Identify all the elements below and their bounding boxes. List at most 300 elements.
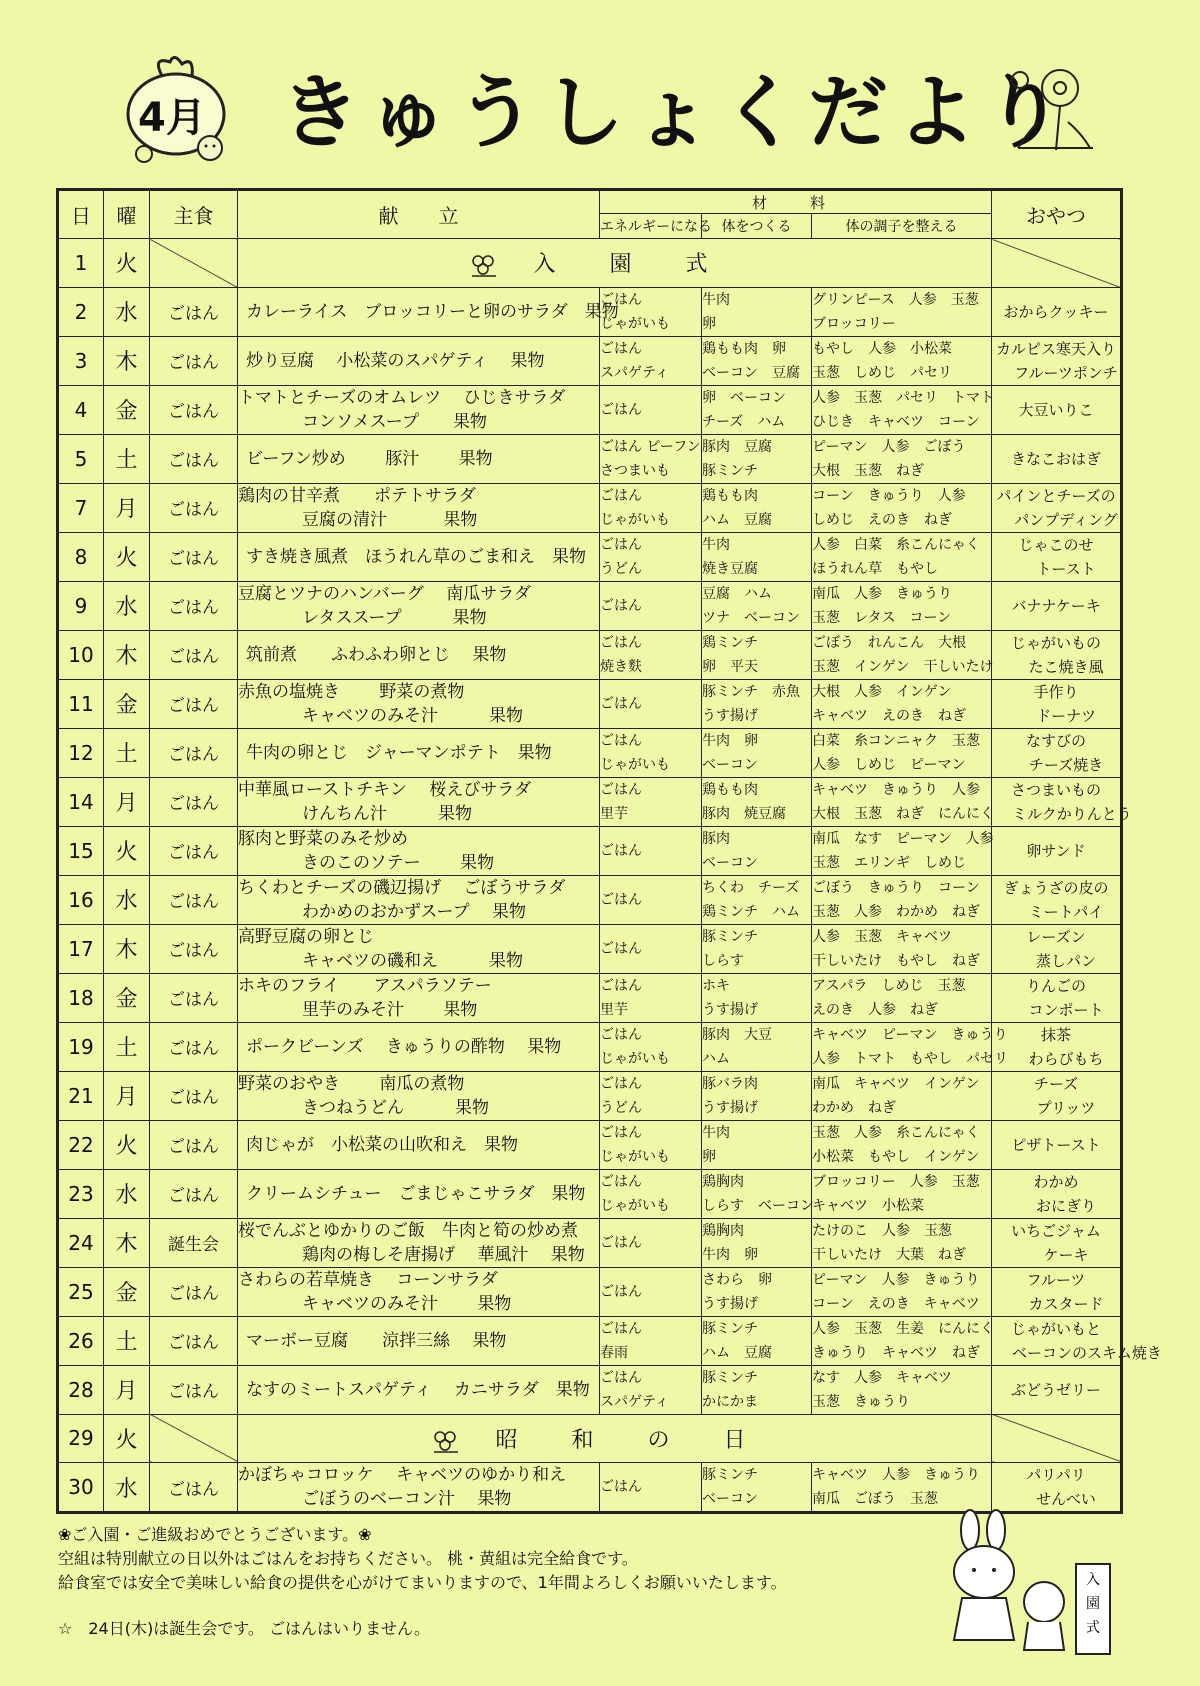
snack-cell [992, 385, 1122, 434]
cell-line: けんちん汁 果物 [302, 803, 472, 824]
body-cell [702, 1022, 812, 1071]
weekday-cell: 水 [104, 875, 150, 924]
day-cell: 10 [58, 630, 104, 679]
weekday-cell: 土 [104, 728, 150, 777]
menu-cell [238, 1365, 600, 1414]
cell-line: なすのミートスパゲティ カニサラダ 果物 [246, 1379, 590, 1400]
cell-line: たけのこ 人参 玉葱 [812, 1222, 952, 1239]
weekday-cell: 月 [104, 777, 150, 826]
note-rice: 空組は特別献立の日以外はごはんをお持ちください。 桃・黄組は完全給食です。 [58, 1549, 638, 1568]
weekday-cell: 木 [104, 336, 150, 385]
cell-line: 大根 玉葱 ねぎ にんにく [812, 805, 994, 822]
cell-line: わかめ [1033, 1172, 1079, 1191]
cell-line: ハム [702, 1050, 730, 1067]
energy-cell [600, 679, 702, 728]
weekday-cell: 火 [104, 532, 150, 581]
cell-line: ツナ ベーコン [702, 609, 800, 626]
cell-line: 里芋のみそ汁 果物 [302, 999, 478, 1020]
cell-line: パンプディング [1014, 510, 1118, 529]
day-cell: 28 [58, 1365, 104, 1414]
cell-line: りんごの [1026, 976, 1087, 995]
cell-line: コーン きゅうり 人参 [812, 487, 966, 504]
cell-line: 玉葱 しめじ パセリ [812, 364, 952, 381]
menu-cell [238, 1120, 600, 1169]
cell-line: ミルクかりんとう [1012, 804, 1132, 823]
cell-line: プリッツ [1036, 1098, 1096, 1117]
cell-line: 豚ミンチ [702, 1369, 758, 1386]
cell-line: おにぎり [1036, 1196, 1097, 1215]
snack-cell [992, 777, 1132, 826]
energy-cell [600, 532, 702, 581]
snack-cell-empty [992, 239, 1122, 288]
energy-cell [600, 1120, 702, 1169]
cell-line: ごはん [600, 1234, 642, 1251]
cell-line: ブロッコリー 人参 玉葱 [812, 1173, 980, 1190]
snack-cell [992, 1463, 1122, 1513]
day-cell: 8 [58, 532, 104, 581]
cell-line: じゃがいも [600, 511, 670, 528]
energy-cell [600, 434, 702, 483]
day-cell: 23 [58, 1169, 104, 1218]
cell-line: キャベツのみそ汁 果物 [302, 705, 523, 726]
sign-char-3: 式 [1086, 1620, 1100, 1636]
body-cell [702, 336, 812, 385]
cell-line: 鶏肉の甘辛煮 ポテトサラダ [238, 485, 476, 506]
table-row [58, 336, 1122, 385]
weekday-cell: 月 [104, 1365, 150, 1414]
table-row [58, 875, 1122, 924]
condition-cell [812, 1218, 992, 1267]
body-cell [702, 875, 812, 924]
cell-line: もやし 人参 小松菜 [812, 340, 952, 357]
cell-line: ごはん [600, 487, 642, 504]
menu-cell [238, 532, 600, 581]
weekday-cell: 木 [104, 630, 150, 679]
cell-line: トースト [1036, 559, 1096, 578]
condition-cell [812, 336, 992, 385]
staple-cell: ごはん [150, 532, 238, 581]
snack-cell [992, 1267, 1122, 1316]
staple-cell: ごはん [150, 385, 238, 434]
body-cell [702, 826, 812, 875]
energy-cell [600, 385, 702, 434]
cell-line: フルーツ [1026, 1270, 1086, 1289]
snack-cell [992, 924, 1122, 973]
cell-line: うす揚げ [702, 1099, 758, 1116]
cell-line: 豚肉 [702, 830, 730, 847]
cell-line: ごはん [600, 977, 642, 994]
cell-line: カスタード [1028, 1294, 1104, 1313]
cell-line: 豆腐の清汁 果物 [302, 509, 478, 530]
cell-line: うす揚げ [702, 707, 758, 724]
energy-cell [600, 630, 702, 679]
day-cell: 17 [58, 924, 104, 973]
energy-cell [600, 483, 702, 532]
condition-cell [812, 1365, 992, 1414]
flower-icon [998, 62, 1098, 152]
condition-cell [812, 728, 992, 777]
cell-line: チーズ [1033, 1074, 1079, 1093]
condition-cell [812, 630, 992, 679]
cell-line: ひじき キャベツ コーン [812, 413, 980, 430]
cell-line: ブロッコリー [812, 315, 896, 332]
cell-line: わらびもち [1028, 1049, 1104, 1068]
staple-cell: ごはん [150, 1120, 238, 1169]
weekday-cell: 水 [104, 581, 150, 630]
staple-cell: ごはん [150, 924, 238, 973]
cell-line: スパゲティ [600, 1393, 669, 1410]
cell-line: ベーコン [702, 756, 758, 773]
staple-cell: ごはん [150, 973, 238, 1022]
condition-cell [812, 532, 992, 581]
header-weekday: 曜 [104, 190, 150, 239]
condition-cell [812, 581, 992, 630]
condition-cell [812, 1169, 992, 1218]
flower-icon [468, 252, 500, 278]
cell-line: チーズ焼き [1028, 755, 1104, 774]
menu-cell [238, 826, 600, 875]
event-label: 入園式 [533, 252, 762, 278]
cell-line: 肉じゃが 小松菜の山吹和え 果物 [246, 1134, 518, 1155]
cell-line: ごぼう れんこん 大根 [812, 634, 966, 651]
cell-line: すき焼き風煮 ほうれん草のごま和え 果物 [246, 546, 586, 567]
bunny-icon [944, 1510, 1120, 1660]
table-row [58, 1071, 1122, 1120]
cell-line: 玉葱 レタス コーン [812, 609, 952, 626]
cell-line: ぶどうゼリー [1011, 1380, 1102, 1399]
cell-line: じゃがいも [600, 1148, 670, 1165]
cell-line: ぎょうざの皮の [1003, 878, 1109, 897]
menu-cell [238, 1316, 600, 1365]
header-menu: 献 立 [238, 190, 600, 239]
day-cell: 25 [58, 1267, 104, 1316]
table-row [58, 1120, 1122, 1169]
header-day: 日 [58, 190, 104, 239]
cell-line: ごはん [600, 891, 642, 908]
note-kitchen: 給食室では安全で美味しい給食の提供を心がけてまいりますので、1年間よろしくお願いいたします。 [58, 1573, 787, 1592]
cell-line: たこ焼き風 [1028, 657, 1104, 676]
header-snack: おやつ [992, 190, 1122, 239]
menu-cell [238, 630, 600, 679]
note-greeting: ❀ご入園・ご進級おめでとうございます。❀ [58, 1525, 372, 1544]
cell-line: じゃがいもの [1011, 633, 1102, 652]
menu-cell [238, 336, 600, 385]
cell-line: ごはん [600, 1369, 642, 1386]
cell-line: レーズン [1026, 927, 1086, 946]
cell-line: 豚肉 大豆 [702, 1026, 772, 1043]
cell-line: ごぼう きゅうり コーン [812, 879, 980, 896]
event-cell [238, 239, 992, 288]
day-cell: 7 [58, 483, 104, 532]
cell-line: 豚ミンチ [702, 1320, 758, 1337]
snack-cell [992, 532, 1122, 581]
cell-line: ごはん [600, 1075, 642, 1092]
weekday-cell: 木 [104, 924, 150, 973]
energy-cell [600, 973, 702, 1022]
cell-line: きのこのソテー 果物 [302, 852, 495, 873]
header-materials: 材 料 [600, 190, 992, 214]
staple-cell: ごはん [150, 287, 238, 336]
cell-line: レタススープ 果物 [302, 607, 487, 628]
sign-char-2: 園 [1086, 1596, 1100, 1612]
energy-cell [600, 728, 702, 777]
cell-line: 里芋 [600, 1001, 628, 1018]
cell-line: ごはん [600, 1320, 642, 1337]
cell-line: 鶏ミンチ ハム [702, 903, 800, 920]
cell-line: 南瓜 キャベツ インゲン [812, 1075, 980, 1092]
staple-cell: ごはん [150, 581, 238, 630]
cell-line: ポークビーンズ きゅうりの酢物 果物 [246, 1036, 562, 1057]
cell-line: じゃがいも [600, 1050, 670, 1067]
body-cell [702, 532, 812, 581]
day-cell: 1 [58, 239, 104, 288]
cell-line: 卵 [702, 315, 716, 332]
snack-cell [992, 287, 1122, 336]
table-row [58, 287, 1122, 336]
cell-line: キャベツのみそ汁 果物 [302, 1293, 512, 1314]
day-cell: 3 [58, 336, 104, 385]
cell-line: 筑前煮 ふわふわ卵とじ 果物 [246, 644, 507, 665]
cell-line: さわらの若草焼き コーンサラダ [238, 1269, 498, 1290]
cell-line: ピザトースト [1011, 1135, 1101, 1154]
cell-line: キャベツ ピーマン きゅうり [812, 1026, 1008, 1043]
cell-line: さわら 卵 [702, 1271, 772, 1288]
cell-line: 人参 玉葱 パセリ トマト [812, 389, 994, 406]
cell-line: ごはん [600, 842, 642, 859]
staple-cell: 誕生会 [150, 1218, 238, 1267]
cell-line: キャベツ きゅうり 人参 [812, 781, 980, 798]
cell-line: 人参 玉葱 キャベツ [812, 928, 952, 945]
snack-cell-empty [992, 1414, 1122, 1463]
snack-cell [992, 434, 1122, 483]
header-energy: エネルギーになる [600, 214, 702, 239]
cell-line: しらす [702, 952, 744, 969]
cell-line: ホキ [702, 977, 730, 994]
menu-cell [238, 875, 600, 924]
condition-cell [812, 385, 992, 434]
day-cell: 9 [58, 581, 104, 630]
energy-cell [600, 1365, 702, 1414]
cell-line: 卵 ベーコン [702, 389, 786, 406]
cell-line: 牛肉の卵とじ ジャーマンポテト 果物 [246, 742, 552, 763]
snack-cell [992, 1316, 1162, 1365]
energy-cell [600, 1267, 702, 1316]
menu-cell [238, 1218, 600, 1267]
menu-cell [238, 1463, 600, 1513]
cell-line: ごはん [600, 536, 642, 553]
day-cell: 18 [58, 973, 104, 1022]
day-cell: 30 [58, 1463, 104, 1513]
table-row [58, 777, 1122, 826]
cell-line: 豚ミンチ [702, 1467, 758, 1483]
energy-cell [600, 777, 702, 826]
cell-line: じゃがいも [600, 315, 670, 332]
snack-cell [992, 679, 1122, 728]
snack-cell [992, 336, 1122, 385]
staple-cell: ごはん [150, 875, 238, 924]
weekday-cell: 月 [104, 483, 150, 532]
day-cell: 16 [58, 875, 104, 924]
day-cell: 2 [58, 287, 104, 336]
energy-cell [600, 875, 702, 924]
condition-cell [812, 1267, 992, 1316]
staple-cell: ごはん [150, 434, 238, 483]
weekday-cell: 金 [104, 679, 150, 728]
table-row [58, 434, 1122, 483]
cell-line: ミートパイ [1028, 902, 1104, 921]
cell-line: ごはん [600, 732, 642, 749]
staple-cell: ごはん [150, 1169, 238, 1218]
day-cell: 24 [58, 1218, 104, 1267]
cell-line: じゃがいもと [1011, 1319, 1102, 1338]
cell-line: ちくわ チーズ [702, 879, 800, 896]
cell-line: ごはん [600, 1026, 642, 1043]
day-cell: 4 [58, 385, 104, 434]
cell-line: 干しいたけ 大葉 ねぎ [812, 1246, 966, 1263]
cell-line: フルーツポンチ [1014, 363, 1118, 382]
cell-line: 豆腐とツナのハンバーグ 南瓜サラダ [238, 583, 532, 604]
day-cell: 26 [58, 1316, 104, 1365]
month-label: 4月 [138, 95, 206, 141]
body-cell [702, 1463, 812, 1513]
child-icon [1024, 1582, 1064, 1650]
snack-cell [992, 630, 1122, 679]
table-row [58, 1218, 1122, 1267]
cell-line: ハム 豆腐 [702, 1344, 772, 1361]
cell-line: ホキのフライ アスパラソテー [238, 975, 492, 996]
table-row [58, 581, 1122, 630]
cell-line: なす 人参 キャベツ [812, 1369, 952, 1386]
cell-line: 中華風ローストチキン 桜えびサラダ [238, 779, 532, 800]
condition-cell [812, 434, 992, 483]
staple-cell: ごはん [150, 483, 238, 532]
condition-cell [812, 679, 992, 728]
body-cell [702, 483, 812, 532]
cell-line: 大根 玉葱 ねぎ [812, 462, 924, 479]
weekday-cell: 火 [104, 826, 150, 875]
cell-line: ごはん [600, 1124, 642, 1141]
header-body: 体をつくる [702, 214, 812, 239]
body-cell [702, 973, 812, 1022]
cell-line: しめじ えのき ねぎ [812, 511, 952, 528]
cell-line: 人参 玉葱 生姜 にんにく [812, 1320, 994, 1337]
cell-line: キャベツの磯和え 果物 [302, 950, 523, 971]
cell-line: ハム 豆腐 [702, 511, 772, 528]
snack-cell [992, 875, 1122, 924]
staple-cell-empty [150, 239, 238, 288]
cell-line: 鶏もも肉 [702, 781, 758, 798]
body-cell [702, 1316, 812, 1365]
cell-line: チーズ ハム [702, 413, 786, 430]
table-row [58, 1022, 1122, 1071]
cell-line: 鶏肉の梅しそ唐揚げ 華風汁 果物 [302, 1244, 585, 1265]
day-cell: 5 [58, 434, 104, 483]
cell-line: 豚ミンチ 赤魚 [702, 683, 800, 700]
table-row [58, 532, 1122, 581]
cell-line: 人参 トマト もやし パセリ [812, 1050, 1008, 1067]
menu-cell [238, 924, 600, 973]
cell-line: 鶏もも肉 卵 [702, 340, 786, 357]
cell-line: なすびの [1026, 731, 1087, 750]
cell-line: 豚肉 豆腐 [702, 438, 772, 455]
staple-cell: ごはん [150, 1071, 238, 1120]
body-cell [702, 287, 812, 336]
cell-line: ベーコンのスキム焼き [1012, 1343, 1162, 1362]
cell-line: コンポート [1028, 1000, 1104, 1019]
snack-cell [992, 973, 1122, 1022]
cell-line: 豚バラ肉 [702, 1075, 758, 1092]
cell-line: 炒り豆腐 小松菜のスパゲティ 果物 [246, 350, 545, 371]
cell-line: ごぼうのベーコン汁 果物 [302, 1489, 512, 1509]
menu-cell [238, 434, 600, 483]
staple-cell: ごはん [150, 1022, 238, 1071]
cell-line: 豚肉と野菜のみそ炒め [238, 828, 408, 849]
weekday-cell: 金 [104, 385, 150, 434]
table-row [58, 630, 1122, 679]
cell-line: 卵サンド [1026, 841, 1086, 860]
staple-cell: ごはん [150, 777, 238, 826]
energy-cell [600, 1316, 702, 1365]
cell-line: うどん [600, 560, 642, 577]
body-cell [702, 1365, 812, 1414]
cell-line: コンソメスープ 果物 [302, 411, 487, 432]
cell-line: せんべい [1036, 1490, 1096, 1508]
snack-cell [992, 728, 1122, 777]
cell-line: さつまいもの [1011, 780, 1102, 799]
cell-line: ごはん [600, 291, 642, 308]
weekday-cell: 水 [104, 1463, 150, 1513]
table-row [58, 483, 1122, 532]
cell-line: ごはん [600, 597, 642, 614]
cell-line: 鶏胸肉 [702, 1222, 744, 1239]
cell-line: 焼き麩 [600, 658, 642, 675]
cell-line: 里芋 [600, 805, 628, 822]
staple-cell: ごはん [150, 1316, 238, 1365]
energy-cell [600, 581, 702, 630]
cell-line: 牛肉 [702, 291, 730, 308]
cell-line: ごはん [600, 340, 642, 357]
table-row [58, 826, 1122, 875]
notes [58, 1523, 787, 1641]
weekday-cell: 水 [104, 1169, 150, 1218]
snack-cell [992, 1365, 1122, 1414]
body-cell [702, 1218, 812, 1267]
menu-cell [238, 777, 600, 826]
cell-line: グリンピース 人参 玉葱 [812, 291, 979, 308]
cell-line: ごはん [600, 695, 642, 712]
cell-line: 豚ミンチ [702, 928, 758, 945]
body-cell [702, 728, 812, 777]
condition-cell [812, 1022, 1008, 1071]
cell-line: 人参 白菜 糸こんにゃく [812, 536, 980, 553]
energy-cell [600, 1463, 702, 1513]
menu-cell [238, 483, 600, 532]
table-row [58, 679, 1122, 728]
cell-line: 野菜のおやき 南瓜の煮物 [238, 1073, 465, 1094]
cell-line: アスパラ しめじ 玉葱 [812, 977, 966, 994]
cell-line: うす揚げ [702, 1001, 758, 1018]
cell-line: えのき 人参 ねぎ [812, 1001, 938, 1018]
cell-line: キャベツ 人参 きゅうり [812, 1467, 980, 1483]
page-title: きゅうしょくだより [280, 66, 1072, 159]
snack-cell [992, 1022, 1122, 1071]
condition-cell [812, 826, 992, 875]
table-row [58, 1169, 1122, 1218]
condition-cell [812, 1463, 992, 1513]
menu-body [58, 239, 1162, 1513]
weekday-cell: 水 [104, 287, 150, 336]
cell-line: かにかま [702, 1393, 758, 1410]
